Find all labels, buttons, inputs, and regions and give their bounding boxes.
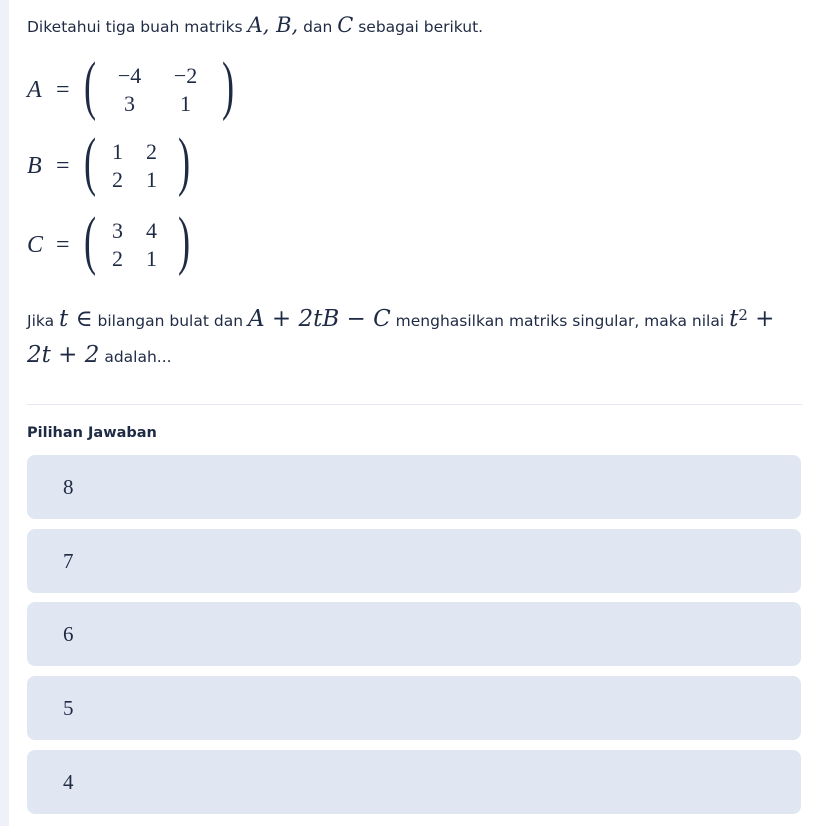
answer-option-5[interactable] (27, 750, 801, 814)
answer-option-label: 6 (63, 621, 74, 646)
left-paren: ( (83, 49, 96, 122)
question-text: bilangan bulat dan (92, 312, 248, 331)
intro-text-suffix: sebagai berikut. (353, 18, 484, 36)
matrix-cell: 2 (112, 246, 124, 271)
matrix-c-grid (103, 217, 171, 273)
answer-option-label: 5 (63, 695, 74, 720)
question-text: menghasilkan matriks singular, maka nilai (390, 312, 730, 331)
matrix-c-label: C (27, 231, 44, 258)
math-expression-line2: 2t + 2 (27, 342, 100, 369)
answer-option-4[interactable] (27, 676, 801, 740)
math-plus: + (747, 306, 775, 333)
intro-text-and: dan (298, 18, 338, 36)
equals-sign: = (56, 152, 70, 179)
intro-math-c: C (337, 13, 354, 37)
matrix-cell: −4 (117, 63, 142, 88)
matrix-cell: 3 (112, 218, 124, 243)
matrix-c (27, 204, 195, 280)
answer-option-label: 8 (63, 474, 74, 499)
question-text: adalah... (99, 348, 172, 367)
right-paren: ) (221, 49, 234, 122)
answer-option-1[interactable] (27, 455, 801, 519)
answer-option-label: 4 (63, 769, 74, 794)
matrix-b-label: B (27, 152, 42, 179)
math-t-squared: t (729, 306, 739, 333)
equals-sign: = (56, 76, 70, 103)
matrix-a-label: A (27, 76, 42, 103)
math-expression: A + 2tB − C (247, 306, 391, 333)
right-paren: ) (177, 204, 190, 277)
question-text: Jika (27, 312, 60, 331)
answer-option-2[interactable] (27, 529, 801, 593)
right-paren: ) (177, 125, 190, 198)
matrix-a (27, 49, 239, 125)
matrix-cell: 2 (112, 167, 124, 192)
matrix-cell: 1 (180, 91, 192, 116)
answer-option-label: 7 (63, 548, 74, 573)
math-element-of: ∈ (68, 306, 93, 333)
intro-text: Diketahui tiga buah matriks (27, 18, 248, 36)
left-paren: ( (83, 125, 96, 198)
matrix-b-grid (103, 138, 171, 194)
math-exponent: 2 (738, 306, 748, 324)
intro-math-ab: A, B, (247, 13, 299, 37)
matrix-cell: 1 (146, 167, 158, 192)
answer-choices-title: Pilihan Jawaban (27, 425, 157, 441)
matrix-b (27, 125, 195, 201)
matrix-a-grid (103, 62, 215, 118)
equals-sign: = (56, 231, 70, 258)
left-paren: ( (83, 204, 96, 277)
matrix-cell: 3 (124, 91, 136, 116)
question-intro (27, 12, 483, 40)
matrix-cell: −2 (173, 63, 198, 88)
math-t: t (59, 306, 69, 333)
left-sidebar-edge (0, 0, 9, 826)
question-body (27, 298, 802, 374)
matrix-cell: 4 (146, 218, 158, 243)
matrix-cell: 1 (112, 139, 124, 164)
answer-option-3[interactable] (27, 602, 801, 666)
matrix-cell: 1 (146, 246, 158, 271)
section-divider (27, 404, 802, 405)
matrix-cell: 2 (146, 139, 158, 164)
